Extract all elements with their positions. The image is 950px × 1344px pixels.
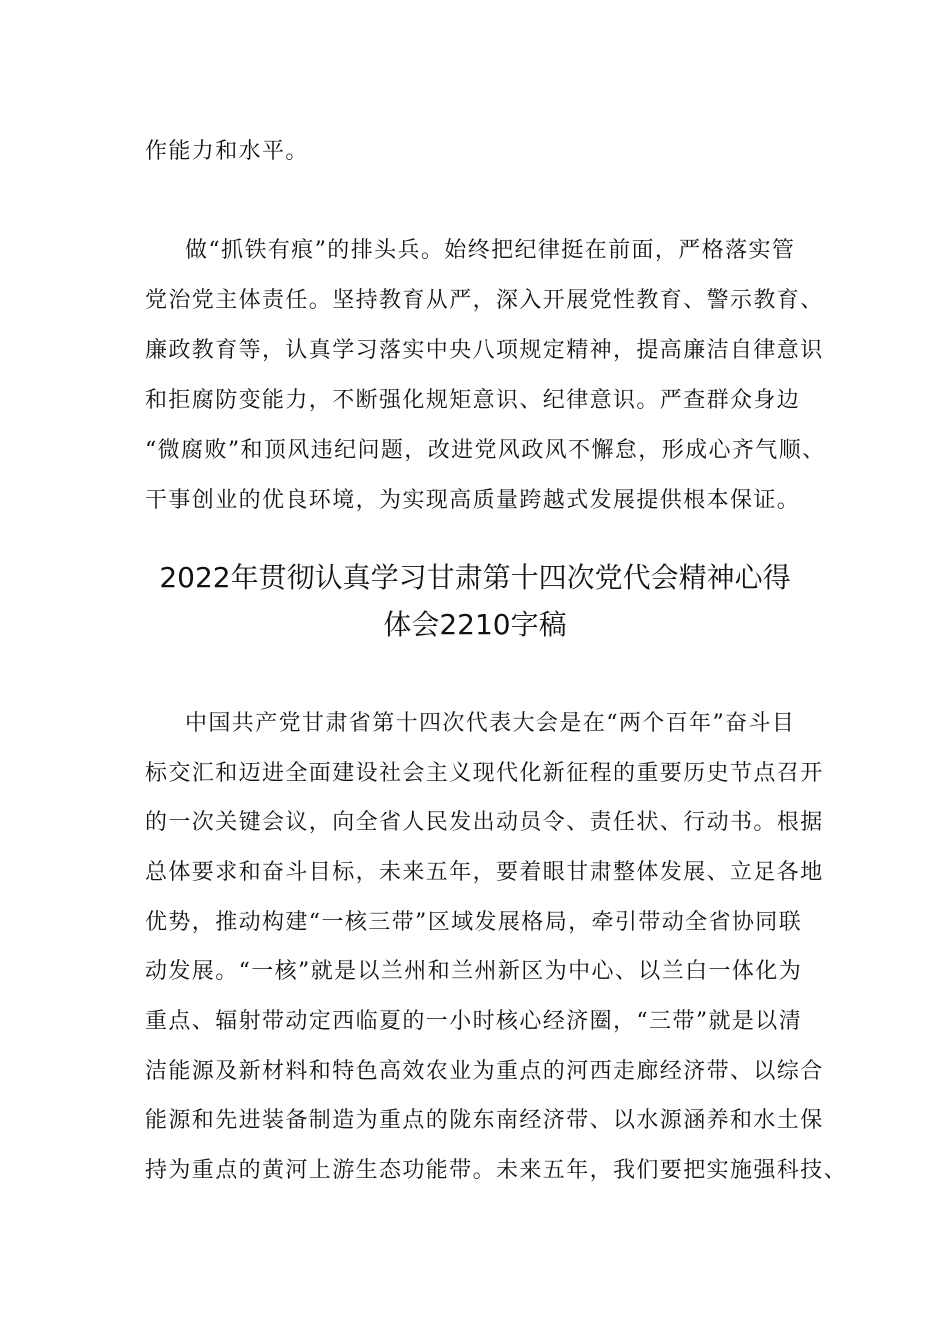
paragraph-1-line-2: 党治党主体责任。坚持教育从严，深入开展党性教育、警示教育、 — [145, 288, 824, 313]
paragraph-2-line-3: 的一次关键会议，向全省人民发出动员令、责任状、行动书。根据 — [145, 810, 824, 835]
paragraph-2-line-4: 总体要求和奋斗目标，未来五年，要着眼甘肃整体发展、立足各地 — [145, 860, 824, 885]
paragraph-2-line-9: 能源和先进装备制造为重点的陇东南经济带、以水源涵养和水土保 — [145, 1108, 824, 1133]
paragraph-2-line-8: 洁能源及新材料和特色高效农业为重点的河西走廊经济带、以综合 — [145, 1059, 824, 1084]
document-title-line-1: 2022年贯彻认真学习甘肃第十四次党代会精神心得 — [159, 561, 791, 594]
paragraph-2-line-5: 优势，推动构建“一核三带”区域发展格局，牵引带动全省协同联 — [145, 910, 803, 935]
paragraph-1-line-3: 廉政教育等，认真学习落实中央八项规定精神，提高廉洁自律意识 — [145, 338, 824, 363]
paragraph-2-line-10: 持为重点的黄河上游生态功能带。未来五年，我们要把实施强科技、 — [145, 1158, 848, 1183]
document-title-line-2: 体会2210字稿 — [383, 608, 567, 641]
paragraph-1-line-4: 和拒腐防变能力，不断强化规矩意识、纪律意识。严查群众身边 — [145, 388, 801, 413]
paragraph-1-line-6: 干事创业的优良环境，为实现高质量跨越式发展提供根本保证。 — [145, 488, 801, 513]
paragraph-2-line-1: 中国共产党甘肃省第十四次代表大会是在“两个百年”奋斗目 — [185, 711, 796, 736]
paragraph-1-line-5: “微腐败”和顶风违纪问题，改进党风政风不懈怠，形成心齐气顺、 — [145, 438, 826, 463]
paragraph-1-line-1: 做“抓铁有痕”的排头兵。始终把纪律挺在前面，严格落实管 — [185, 238, 796, 263]
intro-fragment: 作能力和水平。 — [145, 139, 309, 164]
paragraph-2-line-6: 动发展。“一核”就是以兰州和兰州新区为中心、以兰白一体化为 — [145, 959, 803, 984]
paragraph-2-line-2: 标交汇和迈进全面建设社会主义现代化新征程的重要历史节点召开 — [145, 761, 824, 786]
paragraph-2-line-7: 重点、辐射带动定西临夏的一小时核心经济圈，“三带”就是以清 — [145, 1009, 803, 1034]
